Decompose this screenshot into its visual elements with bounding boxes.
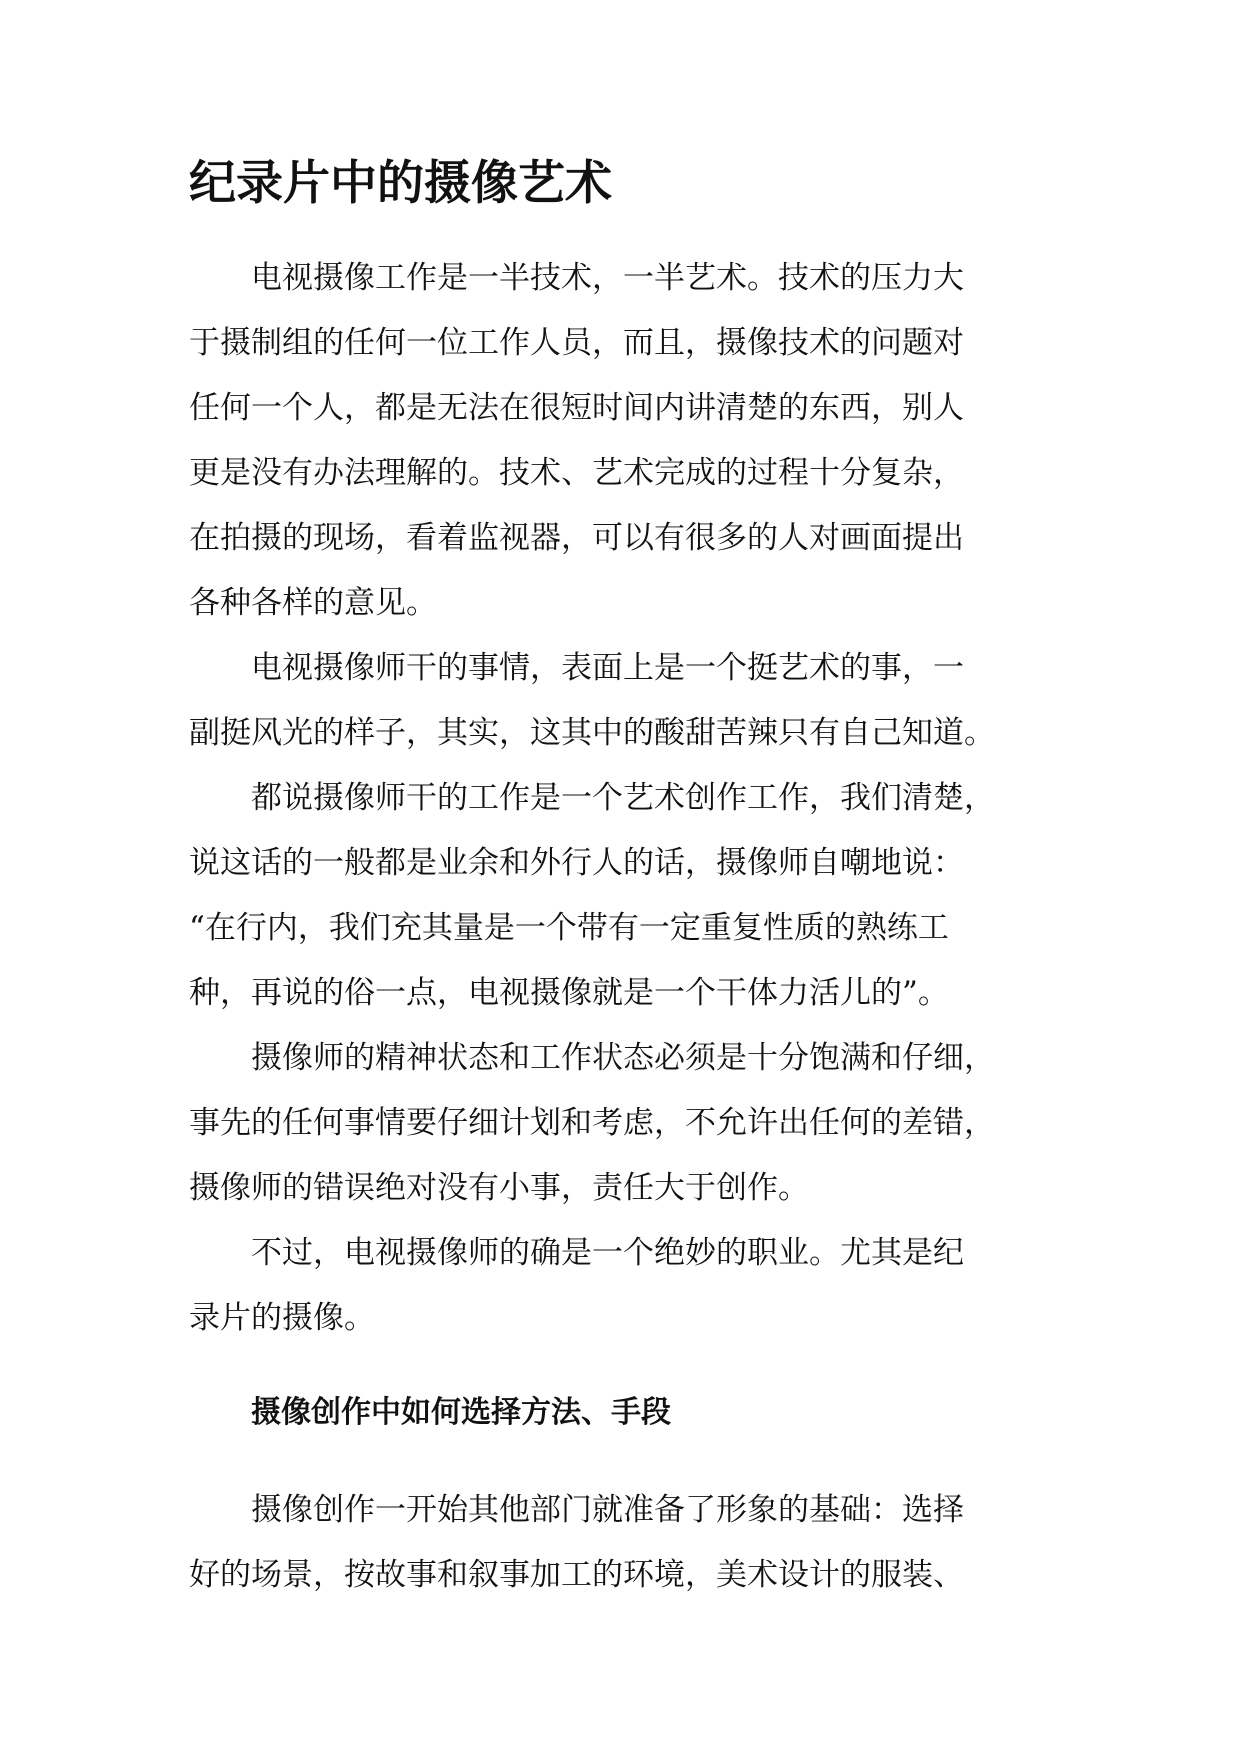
paragraph-6 — [189, 1478, 969, 1608]
paragraph-line: 好的场景，按故事和叙事加工的环境，美术设计的服装、 — [189, 1557, 964, 1593]
paragraph-line: 电视摄像工作是一半技术，一半艺术。技术的压力大 — [251, 260, 964, 296]
paragraph-2 — [189, 636, 995, 766]
paragraph-line: 种，再说的俗一点，电视摄像就是一个干体力活儿的”。 — [189, 975, 949, 1011]
paragraph-1 — [189, 246, 969, 636]
paragraph-line: 更是没有办法理解的。技术、艺术完成的过程十分复杂， — [189, 455, 964, 491]
paragraph-3 — [189, 766, 995, 1026]
paragraph-line: 电视摄像师干的事情，表面上是一个挺艺术的事，一 — [251, 650, 964, 686]
paragraph-line: 在拍摄的现场，看着监视器，可以有很多的人对画面提出 — [189, 520, 964, 556]
paragraph-line: 于摄制组的任何一位工作人员，而且，摄像技术的问题对 — [189, 325, 964, 361]
paragraph-line: “在行内，我们充其量是一个带有一定重复性质的熟练工 — [189, 910, 949, 946]
paragraph-5 — [189, 1221, 969, 1351]
paragraph-4 — [189, 1026, 995, 1221]
paragraph-line: 任何一个人，都是无法在很短时间内讲清楚的东西，别人 — [189, 390, 964, 426]
paragraph-line: 不过，电视摄像师的确是一个绝妙的职业。尤其是纪 — [251, 1235, 964, 1271]
paragraph-line: 说这话的一般都是业余和外行人的话，摄像师自嘲地说： — [189, 845, 964, 881]
paragraph-line: 摄像师的错误绝对没有小事，责任大于创作。 — [189, 1170, 809, 1206]
paragraph-line: 摄像师的精神状态和工作状态必须是十分饱满和仔细， — [251, 1040, 995, 1076]
paragraph-line: 各种各样的意见。 — [189, 585, 437, 621]
paragraph-line: 副挺风光的样子，其实，这其中的酸甜苦辣只有自己知道。 — [189, 715, 995, 751]
paragraph-line: 摄像创作一开始其他部门就准备了形象的基础：选择 — [251, 1492, 964, 1528]
document-title: 纪录片中的摄像艺术 — [189, 156, 612, 211]
paragraph-line: 都说摄像师干的工作是一个艺术创作工作，我们清楚， — [251, 780, 995, 816]
paragraph-line: 事先的任何事情要仔细计划和考虑，不允许出任何的差错， — [189, 1105, 995, 1141]
paragraph-line: 录片的摄像。 — [189, 1300, 375, 1336]
section-subheading: 摄像创作中如何选择方法、手段 — [251, 1395, 671, 1430]
